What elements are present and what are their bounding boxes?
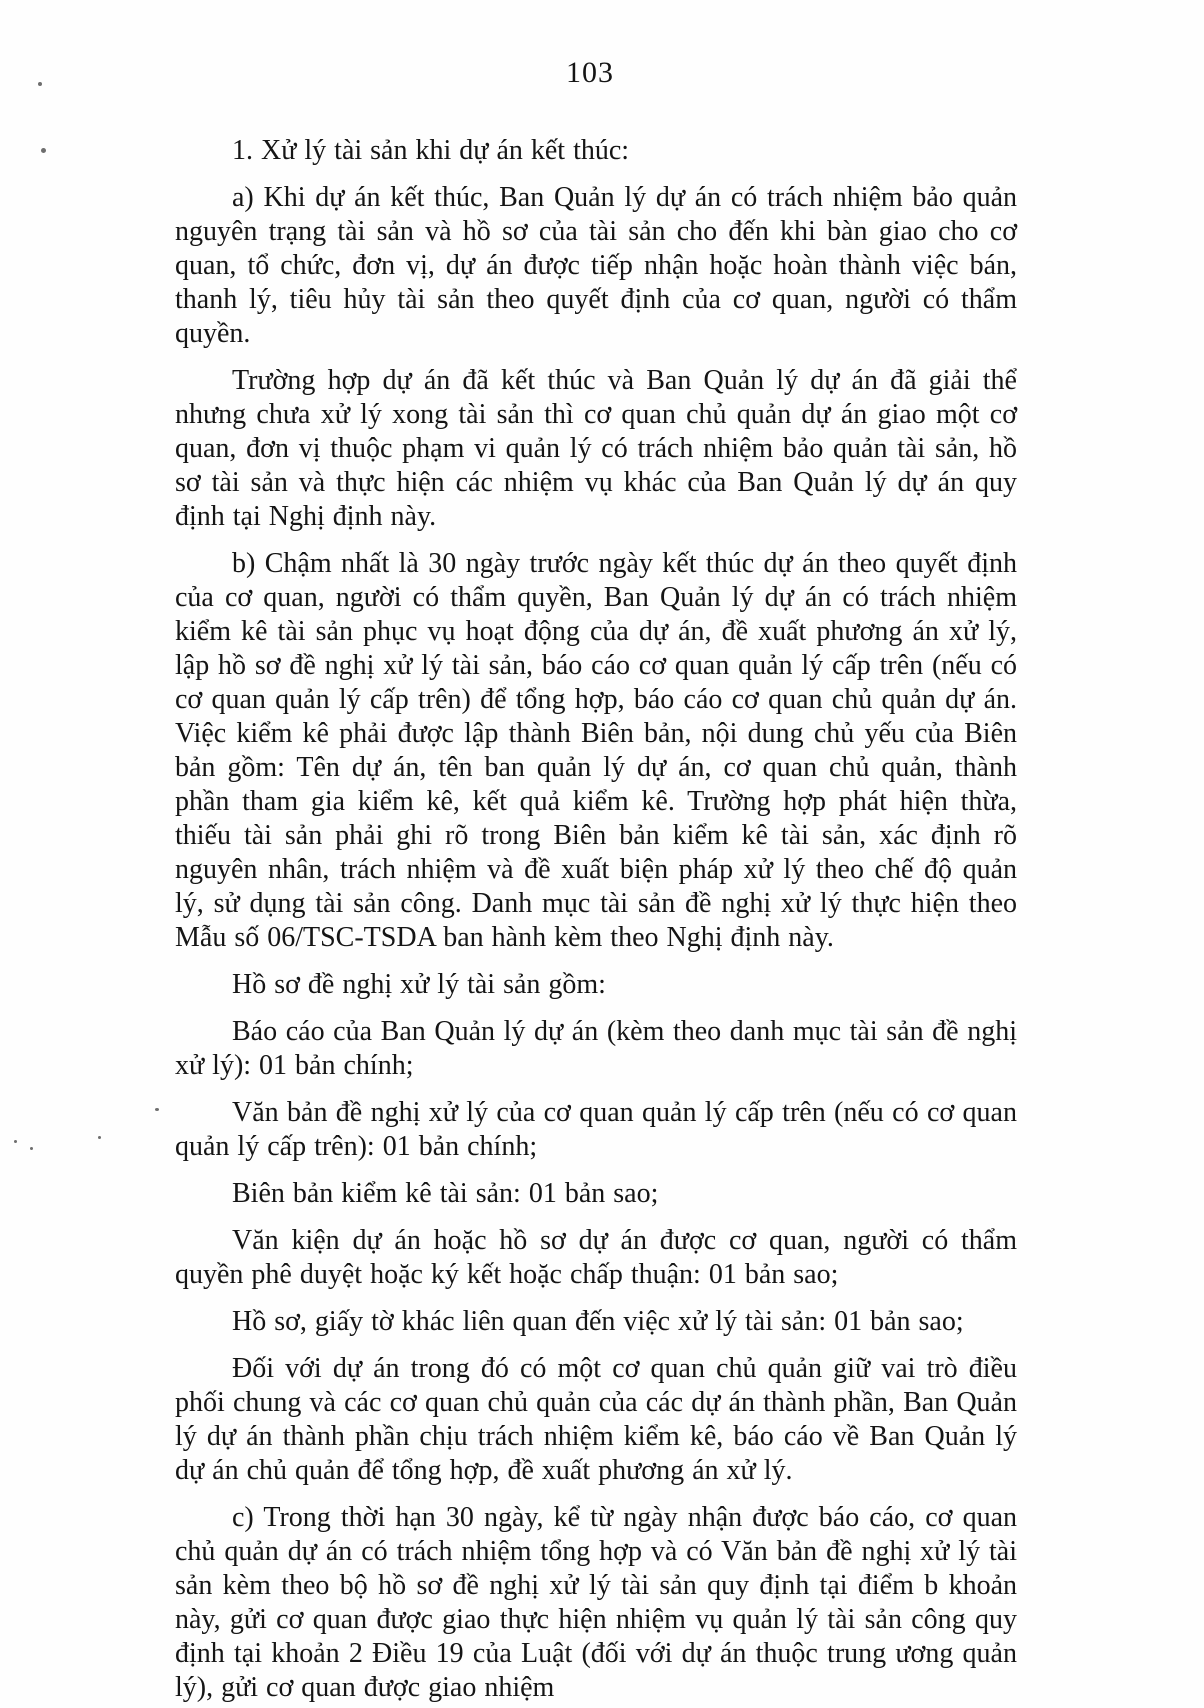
- paragraph-b: b) Chậm nhất là 30 ngày trước ngày kết thúc dự án theo quyết định của cơ quan, người có thẩm quyền, Ban Quản lý dự án có trách nhiệm kiểm kê tài sản phục vụ hoạt động của dự án, đề xuất phương án xử lý, lập hồ sơ đề nghị xử lý tài sản, báo cáo cơ quan quản lý cấp trên (nếu có cơ quan quản lý cấp trên) để tổng hợp, báo cáo cơ quan chủ quản dự án. Việc kiểm kê phải được lập thành Biên bản, nội dung chủ yếu của Biên bản gồm: Tên dự án, tên ban quản lý dự án, cơ quan chủ quản, thành phần tham gia kiểm kê, kết quả kiểm kê. Trường hợp phát hiện thừa, thiếu tài sản phải ghi rõ trong Biên bản kiểm kê tài sản, xác định rõ nguyên nhân, trách nhiệm và đề xuất biện pháp xử lý theo chế độ quản lý, sử dụng tài sản công. Danh mục tài sản đề nghị xử lý thực hiện theo Mẫu số 06/TSC-TSDA ban hành kèm theo Nghị định này.: [175, 548, 1017, 953]
- document-body: [175, 134, 1017, 1708]
- scan-speck: [155, 1108, 159, 1111]
- scan-speck: [98, 1136, 101, 1139]
- list-item: Hồ sơ, giấy tờ khác liên quan đến việc xử lý tài sản: 01 bản sao;: [232, 1306, 964, 1337]
- list-item: Văn kiện dự án hoặc hồ sơ dự án được cơ quan, người có thẩm quyền phê duyệt hoặc ký kết hoặc chấp thuận: 01 bản sao;: [175, 1225, 1017, 1290]
- scan-speck: [30, 1147, 33, 1150]
- paragraph-a: a) Khi dự án kết thúc, Ban Quản lý dự án có trách nhiệm bảo quản nguyên trạng tài sản và hồ sơ của tài sản cho đến khi bàn giao cho cơ quan, tổ chức, đơn vị, dự án được tiếp nhận hoặc hoàn thành việc bán, thanh lý, tiêu hủy tài sản theo quyết định của cơ quan, người có thẩm quyền.: [175, 182, 1017, 349]
- paragraph: Đối với dự án trong đó có một cơ quan chủ quản giữ vai trò điều phối chung và các cơ quan chủ quản của các dự án thành phần, Ban Quản lý dự án thành phần chịu trách nhiệm kiểm kê, báo cáo về Ban Quản lý dự án chủ quản để tổng hợp, đề xuất phương án xử lý.: [175, 1353, 1017, 1486]
- list-item: Biên bản kiểm kê tài sản: 01 bản sao;: [232, 1178, 659, 1209]
- scan-speck: [38, 82, 42, 86]
- paragraph: Hồ sơ đề nghị xử lý tài sản gồm:: [232, 969, 606, 1000]
- paragraph-c: c) Trong thời hạn 30 ngày, kể từ ngày nhận được báo cáo, cơ quan chủ quản dự án có trách nhiệm tổng hợp và có Văn bản đề nghị xử lý tài sản kèm theo bộ hồ sơ đề nghị xử lý tài sản quy định tại điểm b khoản này, gửi cơ quan được giao thực hiện nhiệm vụ quản lý tài sản công quy định tại khoản 2 Điều 19 của Luật (đối với dự án thuộc trung ương quản lý), gửi cơ quan được giao nhiệm: [175, 1502, 1017, 1703]
- list-item: Báo cáo của Ban Quản lý dự án (kèm theo danh mục tài sản đề nghị xử lý): 01 bản chính;: [175, 1016, 1017, 1081]
- list-item: Văn bản đề nghị xử lý của cơ quan quản lý cấp trên (nếu có cơ quan quản lý cấp trên): 01 bản chính;: [175, 1097, 1017, 1162]
- section-heading: 1. Xử lý tài sản khi dự án kết thúc:: [232, 135, 630, 166]
- scan-speck: [14, 1140, 17, 1143]
- page-number: 103: [566, 56, 614, 89]
- paragraph: Trường hợp dự án đã kết thúc và Ban Quản lý dự án đã giải thể nhưng chưa xử lý xong tài sản thì cơ quan chủ quản dự án giao một cơ quan, đơn vị thuộc phạm vi quản lý có trách nhiệm bảo quản tài sản, hồ sơ tài sản và thực hiện các nhiệm vụ khác của Ban Quản lý dự án quy định tại Nghị định này.: [175, 365, 1017, 532]
- scan-speck: [41, 148, 46, 153]
